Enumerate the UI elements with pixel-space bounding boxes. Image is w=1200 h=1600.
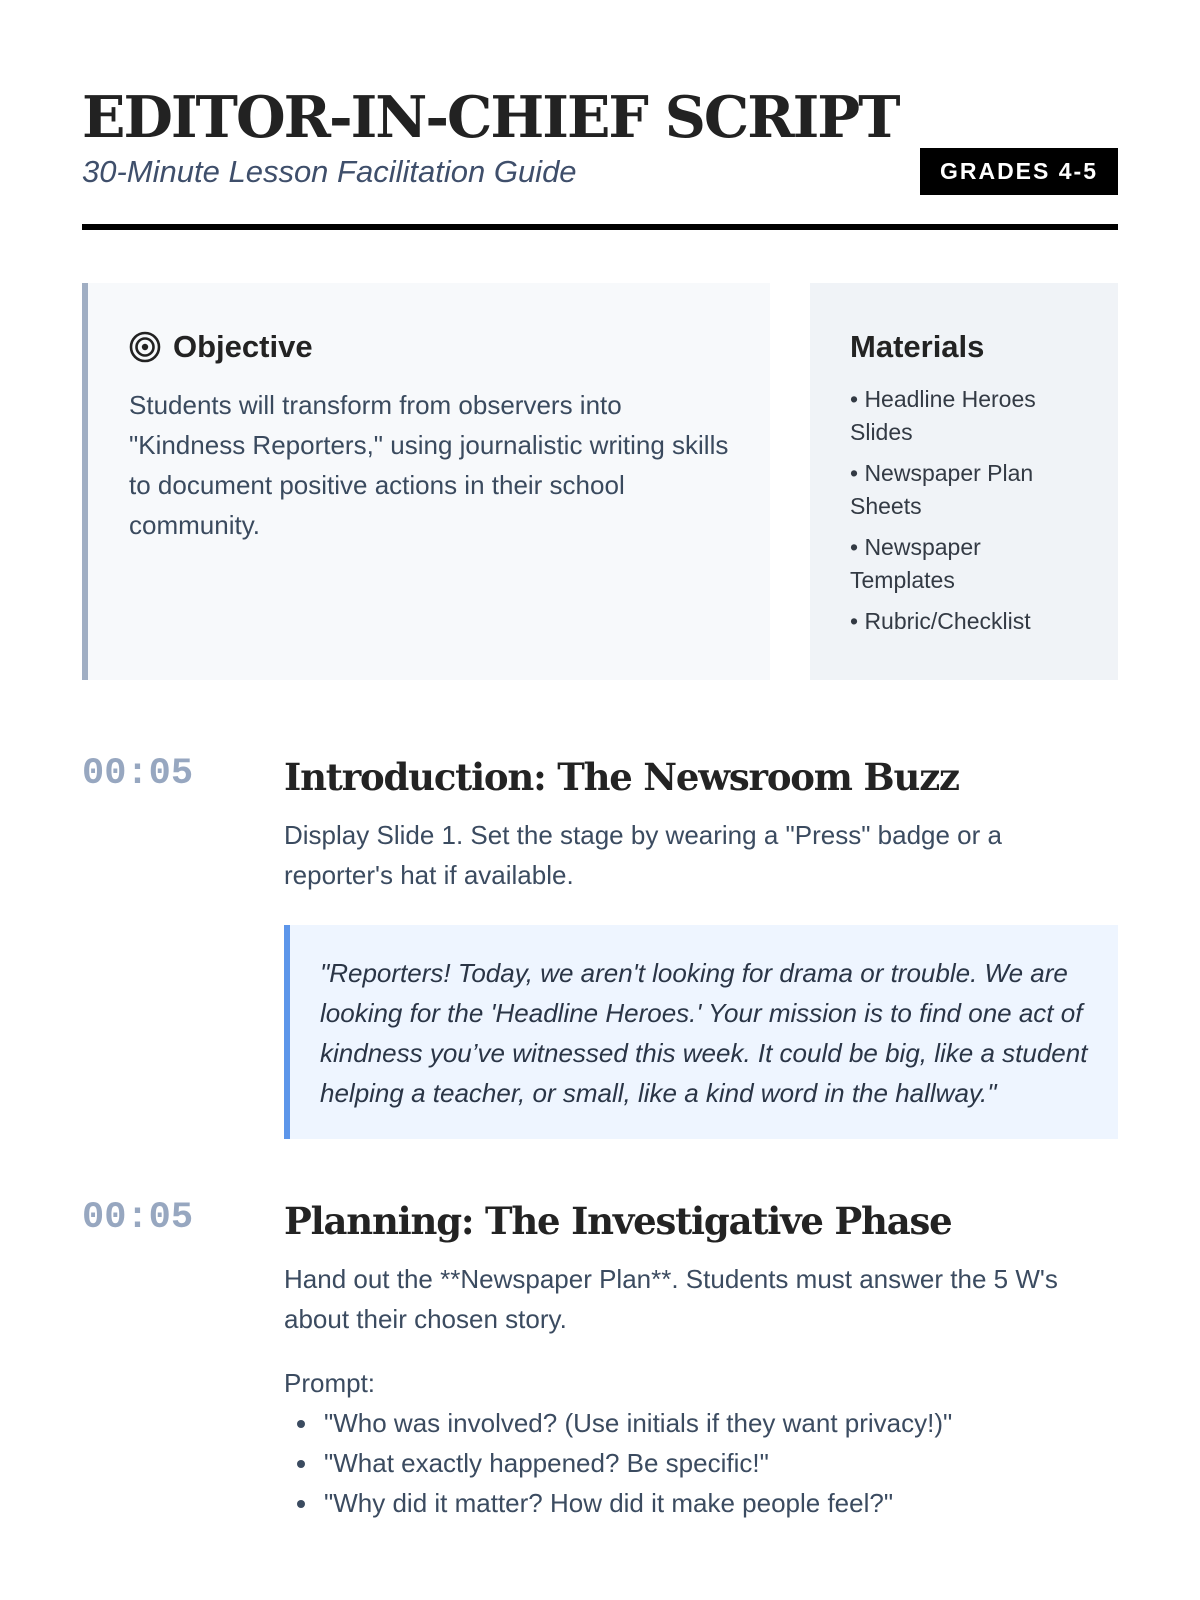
prompt-label: Prompt: — [284, 1368, 376, 1398]
materials-box — [810, 283, 1118, 680]
section-time: 00:05 — [82, 1197, 194, 1239]
script-quote: "Reporters! Today, we aren't looking for drama or trouble. We are looking for the 'Headline Heroes.' Your mission is to find one act of kindness you’ve witnessed this week. It could be big, like a student helping a teacher, or small, like a kind word in the hallway." — [284, 925, 1118, 1139]
section-planning — [82, 1197, 1118, 1523]
prompt-item: "Why did it matter? How did it make people feel?" — [294, 1483, 1118, 1523]
materials-item: • Headline Heroes Slides — [850, 386, 1036, 445]
section-text: Display Slide 1. Set the stage by wearing a "Press" badge or a reporter's hat if available. — [284, 820, 1002, 890]
prompt-item: "What exactly happened? Be specific!" — [294, 1443, 1118, 1483]
prompt-item: "Who was involved? (Use initials if they want privacy!)" — [294, 1403, 1118, 1443]
page-header — [82, 0, 1118, 230]
section-time: 00:05 — [82, 753, 194, 795]
materials-item: • Rubric/Checklist — [850, 608, 1031, 634]
materials-list — [850, 383, 1088, 638]
page-subtitle: 30-Minute Lesson Facilitation Guide — [82, 154, 577, 189]
target-icon — [129, 331, 161, 363]
page-title: EDITOR-IN-CHIEF SCRIPT — [82, 84, 899, 151]
objective-text: Students will transform from observers into "Kindness Reporters," using journalistic writing skills to document positive actions in their school community. — [129, 390, 729, 540]
materials-heading: Materials — [850, 329, 985, 364]
section-title: Introduction: The Newsroom Buzz — [284, 755, 959, 799]
section-text: Hand out the **Newspaper Plan**. Students must answer the 5 W's about their chosen story. — [284, 1264, 1058, 1334]
objective-heading: Objective — [173, 329, 313, 364]
objective-box — [82, 283, 770, 680]
materials-item: • Newspaper Templates — [850, 534, 981, 593]
info-row — [82, 283, 1118, 680]
section-introduction — [82, 753, 1118, 1139]
section-title: Planning: The Investigative Phase — [284, 1199, 952, 1243]
objective-heading-row — [129, 327, 730, 367]
materials-item: • Newspaper Plan Sheets — [850, 460, 1034, 519]
prompt-list — [294, 1403, 1118, 1523]
grade-badge: GRADES 4-5 — [920, 148, 1118, 195]
